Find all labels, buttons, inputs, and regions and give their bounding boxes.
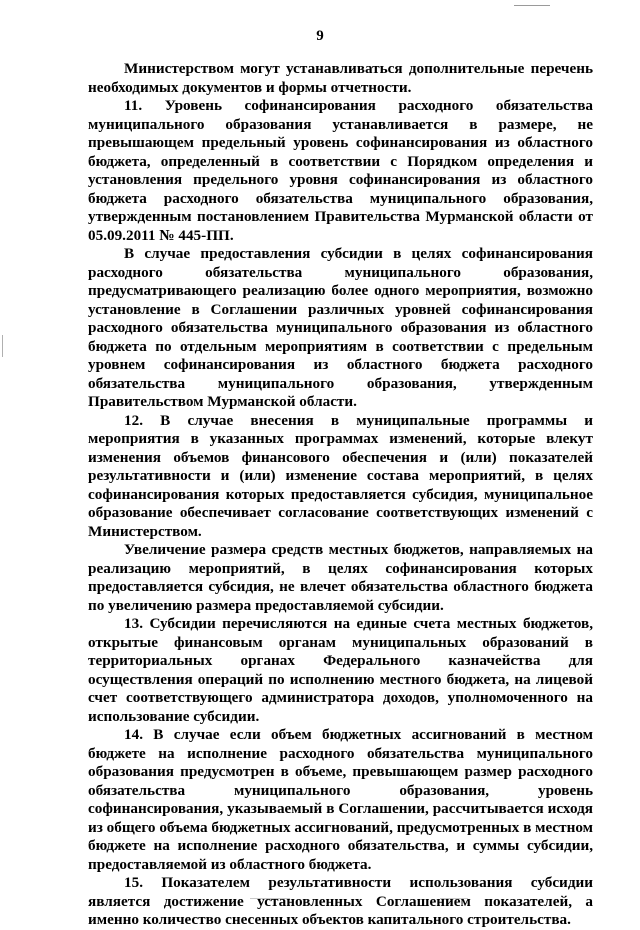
paragraph: 14. В случае если объем бюджетных ассигнований в местном бюджете на исполнение расходного обязательства муниципального образования предусмотрен в объеме, превышающем размер расходного обязательства муниципального образования, уровень софинансирования, указываемый в Соглашении, рассчитывается исходя из общего объема бюджетных ассигнований, предусмотренных в местном бюджете на исполнение расходного обязательства, и суммы субсидии, предоставляемой из областного бюджета. bbox=[88, 726, 593, 873]
document-body bbox=[88, 60, 593, 930]
paragraph: 11. Уровень софинансирования расходного обязательства муниципального образования устанавливается в размере, не превышающем предельный уровень софинансирования из областного бюджета, определенный в соответствии с Порядком определения и установления предельного уровня софинансирования из областного бюджета расходного обязательства муниципального образования, утвержденным постановлением Правительства Мурманской области от 05.09.2011 № 445-ПП. bbox=[88, 97, 593, 244]
page-number: 9 bbox=[316, 28, 324, 44]
scan-edge-line bbox=[514, 5, 550, 6]
paragraph: 13. Субсидии перечисляются на единые счета местных бюджетов, открытые финансовым органам муниципальных образований в территориальных органах Федерального казначейства для осуществления операций по исполнению местного бюджета, на лицевой счет соответствующего администратора доходов, уполномоченного на использование субсидии. bbox=[88, 615, 593, 725]
paragraph: 15. Показателем результативности использования субсидии является достижение установленных Соглашением показателей, а именно количество снесенных объектов капитального строительства. bbox=[88, 874, 593, 928]
scan-edge-line bbox=[2, 335, 3, 357]
paragraph: Увеличение размера средств местных бюджетов, направляемых на реализацию мероприятий, в целях софинансирования которых предоставляется субсидия, не влечет обязательства областного бюджета по увеличению размера предоставляемой субсидии. bbox=[88, 541, 593, 614]
paragraph: 12. В случае внесения в муниципальные программы и мероприятия в указанных программах изменений, которые влекут изменения объемов финансового обеспечения и (или) показателей результативности и (или) изменение состава мероприятий, в целях софинансирования которых предоставляется субсидия, муниципальное образование обеспечивает согласование соответствующих изменений с Министерством. bbox=[88, 411, 593, 540]
paragraph: В случае предоставления субсидии в целях софинансирования расходного обязательства муниципального образования, предусматривающего реализацию более одного мероприятия, возможно установление в Соглашении различных уровней софинансирования расходного обязательства муниципального образования из областного бюджета по отдельным мероприятиям в соответствии с предельным уровнем софинансирования из областного бюджета расходного обязательства муниципального образования, утвержденным Правительством Мурманской области. bbox=[88, 245, 593, 410]
paragraph: Министерством могут устанавливаться дополнительные перечень необходимых документов и формы отчетности. bbox=[88, 60, 593, 96]
